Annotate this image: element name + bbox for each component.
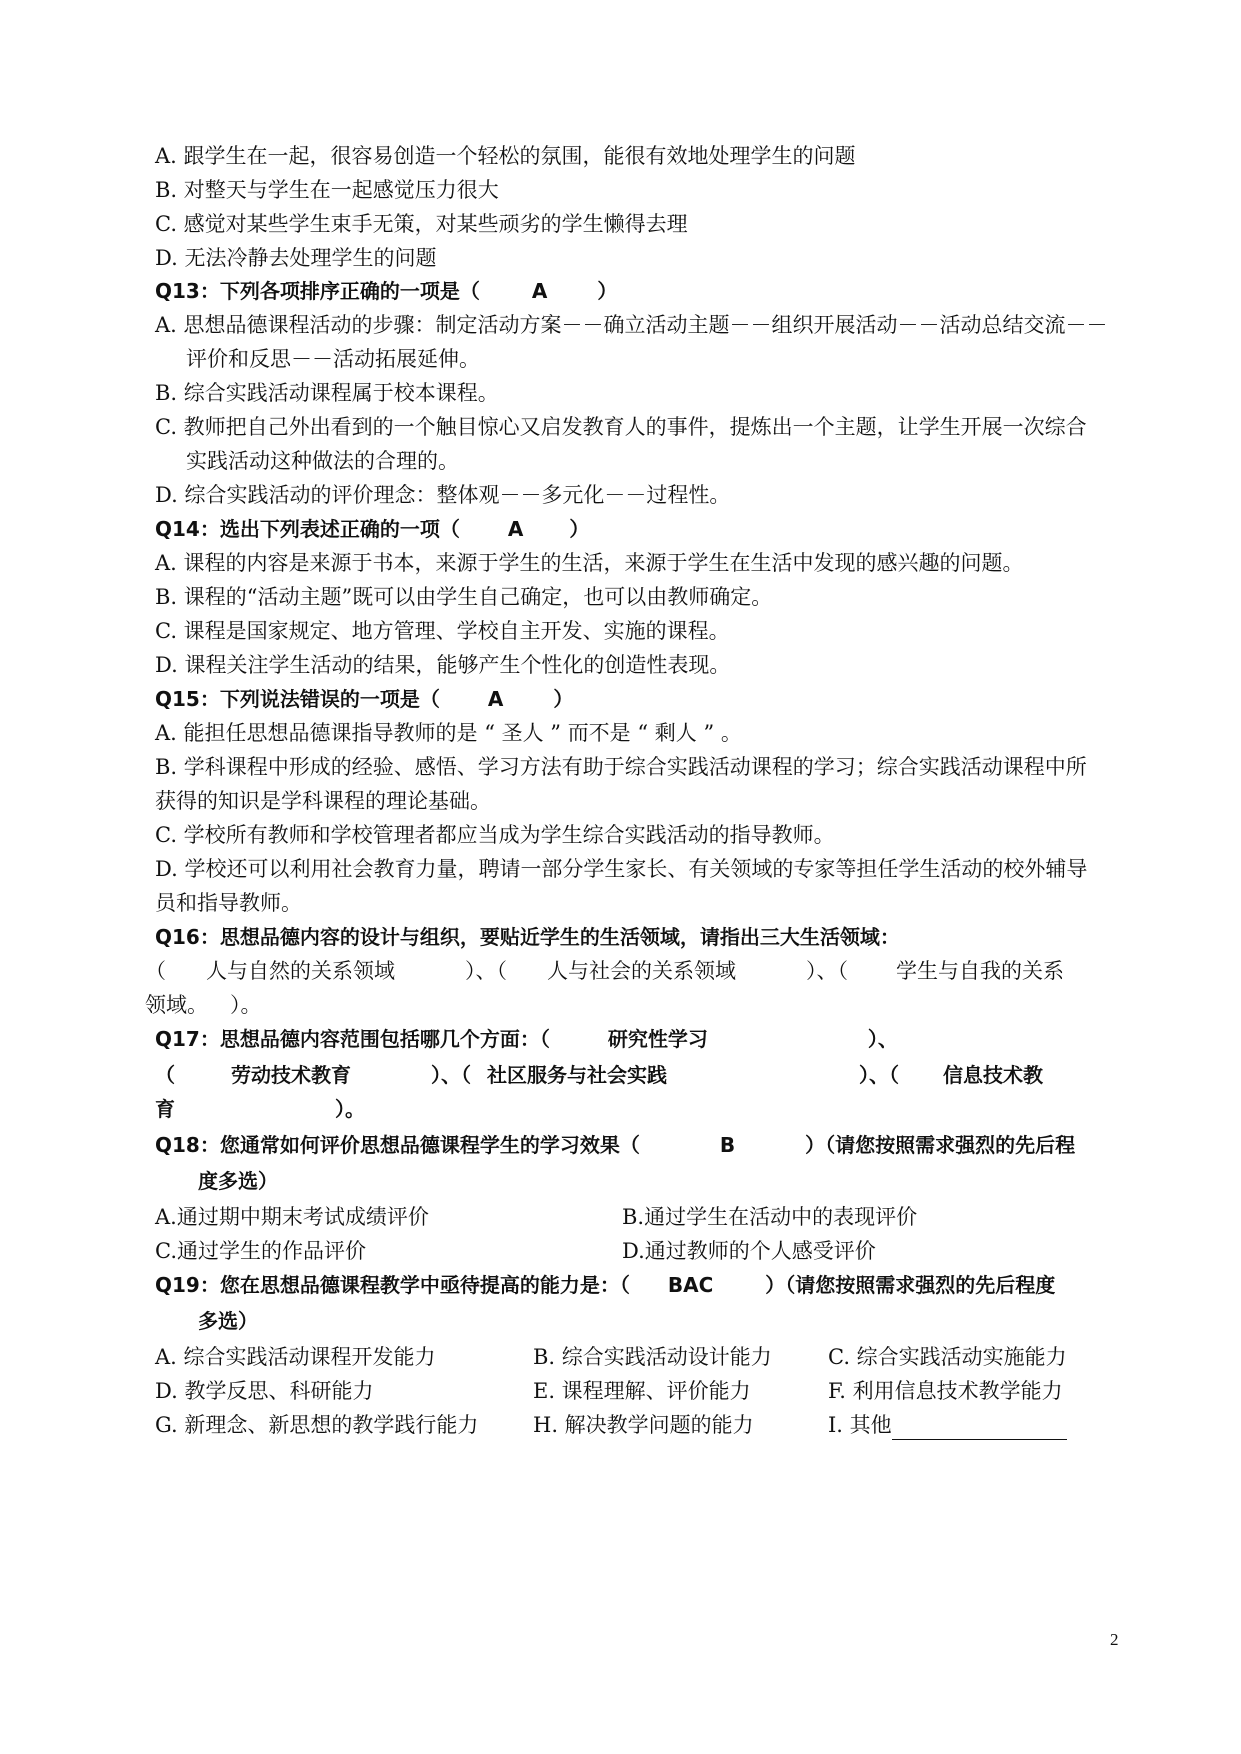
q18-option-c: C.通过学生的作品评价 bbox=[155, 1239, 366, 1263]
q17-open-2: （ bbox=[155, 1063, 175, 1087]
q16-sep-2: ）、（ bbox=[806, 959, 848, 983]
q18-option-d: D.通过教师的个人感受评价 bbox=[622, 1239, 876, 1263]
q17-answer-4-cont: 育 bbox=[155, 1097, 175, 1121]
q15-answer: A bbox=[487, 687, 504, 711]
q14-option-a: A. 课程的内容是来源于书本，来源于学生的生活，来源于学生在生活中发现的感兴趣的问题。 bbox=[155, 551, 1024, 575]
q15-option-d-line2: 员和指导教师。 bbox=[155, 891, 302, 915]
q19-option-c: C. 综合实践活动实施能力 bbox=[828, 1345, 1067, 1369]
q16-answer-line2 bbox=[145, 990, 262, 1020]
q16-close: ）。 bbox=[230, 993, 262, 1017]
q13-option-b: B. 综合实践活动课程属于校本课程。 bbox=[155, 381, 499, 405]
q16-sep-1: ）、（ bbox=[465, 959, 507, 983]
q14-option-b: B. 课程的“活动主题”既可以由学生自己确定，也可以由教师确定。 bbox=[155, 585, 773, 609]
q18-option-a: A.通过期中期末考试成绩评价 bbox=[155, 1205, 429, 1229]
q13-option-d: D. 综合实践活动的评价理念：整体观－－多元化－－过程性。 bbox=[155, 483, 731, 507]
q19-option-i-label: I. 其他 bbox=[828, 1413, 892, 1437]
q19-option-h: H. 解决教学问题的能力 bbox=[533, 1413, 754, 1437]
q15-question bbox=[155, 684, 573, 714]
q19-answer: BAC bbox=[667, 1273, 714, 1297]
q16-answer-3: 学生与自我的关系 bbox=[896, 959, 1064, 983]
q19-tail: ）（请您按照需求强烈的先后程度 bbox=[765, 1273, 1056, 1297]
q18-tail-line2: 度多选） bbox=[198, 1169, 278, 1193]
q14-option-c: C. 课程是国家规定、地方管理、学校自主开发、实施的课程。 bbox=[155, 619, 730, 643]
q19-option-f: F. 利用信息技术教学能力 bbox=[828, 1379, 1063, 1403]
q17-answer-1: 研究性学习 bbox=[607, 1027, 708, 1051]
q19-option-g: G. 新理念、新思想的教学践行能力 bbox=[155, 1413, 479, 1437]
q17-sep-2: ）、（ bbox=[859, 1063, 899, 1087]
q12-option-b: B. 对整天与学生在一起感觉压力很大 bbox=[155, 178, 499, 202]
q16-answer-3-cont: 领域。 bbox=[145, 993, 208, 1017]
q12-option-c: C. 感觉对某些学生束手无策，对某些顽劣的学生懒得去理 bbox=[155, 212, 688, 236]
q13-stem: Q13：下列各项排序正确的一项是（ bbox=[155, 279, 480, 303]
q17-answer-3: 社区服务与社会实践 bbox=[487, 1063, 667, 1087]
q17-stem: Q17：思想品德内容范围包括哪几个方面：（ bbox=[155, 1027, 550, 1051]
q15-option-b-line1: B. 学科课程中形成的经验、感悟、学习方法有助于综合实践活动课程的学习；综合实践活动课程中所 bbox=[155, 755, 1087, 779]
q17-answer-line2 bbox=[155, 1060, 1043, 1090]
q13-option-a-line2: 评价和反思－－活动拓展延伸。 bbox=[186, 347, 480, 371]
q16-answer-2: 人与社会的关系领域 bbox=[547, 959, 736, 983]
q19-option-d: D. 教学反思、科研能力 bbox=[155, 1379, 374, 1403]
q13-close: ） bbox=[597, 279, 618, 303]
q19-option-b: B. 综合实践活动设计能力 bbox=[533, 1345, 772, 1369]
q18-option-b: B.通过学生在活动中的表现评价 bbox=[622, 1205, 918, 1229]
q13-question bbox=[155, 276, 617, 306]
q19-option-e: E. 课程理解、评价能力 bbox=[533, 1379, 751, 1403]
q18-answer: B bbox=[719, 1133, 736, 1157]
q19-tail-line2: 多选） bbox=[198, 1309, 258, 1333]
q13-option-c-line2: 实践活动这种做法的合理的。 bbox=[186, 449, 459, 473]
q14-question bbox=[155, 514, 589, 544]
q15-option-a: A. 能担任思想品德课指导教师的是 “ 圣人 ” 而不是 “ 剩人 ” 。 bbox=[155, 721, 742, 745]
q14-answer: A bbox=[507, 517, 524, 541]
q17-answer-2: 劳动技术教育 bbox=[231, 1063, 351, 1087]
q19-option-i bbox=[828, 1410, 1067, 1440]
page-number: 2 bbox=[1110, 1630, 1119, 1649]
q13-answer: A bbox=[531, 279, 548, 303]
q14-stem: Q14：选出下列表述正确的一项（ bbox=[155, 517, 460, 541]
q19-option-a: A. 综合实践活动课程开发能力 bbox=[155, 1345, 436, 1369]
q13-option-a-line1: A. 思想品德课程活动的步骤：制定活动方案－－确立活动主题－－组织开展活动－－活动总结交流－－ bbox=[155, 313, 1108, 337]
q16-open: （ bbox=[145, 959, 166, 983]
q14-close: ） bbox=[569, 517, 590, 541]
q16-answer-1: 人与自然的关系领域 bbox=[206, 959, 395, 983]
q17-answer-line3 bbox=[155, 1094, 365, 1124]
q16-question: Q16：思想品德内容的设计与组织，要贴近学生的生活领域，请指出三大生活领域： bbox=[155, 925, 900, 949]
q15-option-b-line2: 获得的知识是学科课程的理论基础。 bbox=[155, 789, 491, 813]
q14-option-d: D. 课程关注学生活动的结果，能够产生个性化的创造性表现。 bbox=[155, 653, 731, 677]
q12-option-d: D. 无法冷静去处理学生的问题 bbox=[155, 246, 437, 270]
q17-sep-0: ）、 bbox=[867, 1027, 898, 1051]
q19-stem: Q19：您在思想品德课程教学中亟待提高的能力是：（ bbox=[155, 1273, 630, 1297]
q15-option-d-line1: D. 学校还可以利用社会教育力量，聘请一部分学生家长、有关领域的专家等担任学生活动的校外辅导 bbox=[155, 857, 1088, 881]
q19-question bbox=[155, 1270, 1055, 1300]
q18-question bbox=[155, 1130, 1075, 1160]
q13-option-c-line1: C. 教师把自己外出看到的一个触目惊心又启发教育人的事件，提炼出一个主题，让学生开展一次综合 bbox=[155, 415, 1087, 439]
q19-other-blank[interactable] bbox=[892, 1417, 1067, 1440]
q18-tail: ）（请您按照需求强烈的先后程 bbox=[805, 1133, 1076, 1157]
q15-close: ） bbox=[553, 687, 574, 711]
q15-option-c: C. 学校所有教师和学校管理者都应当成为学生综合实践活动的指导教师。 bbox=[155, 823, 835, 847]
q17-close: ）。 bbox=[335, 1097, 365, 1121]
q17-answer-4: 信息技术教 bbox=[943, 1063, 1043, 1087]
q16-answer-line1 bbox=[145, 956, 1064, 986]
q18-stem: Q18：您通常如何评价思想品德课程学生的学习效果（ bbox=[155, 1133, 640, 1157]
q17-question bbox=[155, 1024, 898, 1054]
q12-option-a: A. 跟学生在一起，很容易创造一个轻松的氛围，能很有效地处理学生的问题 bbox=[155, 144, 856, 168]
q17-sep-1: ）、（ bbox=[431, 1063, 471, 1087]
q15-stem: Q15：下列说法错误的一项是（ bbox=[155, 687, 440, 711]
